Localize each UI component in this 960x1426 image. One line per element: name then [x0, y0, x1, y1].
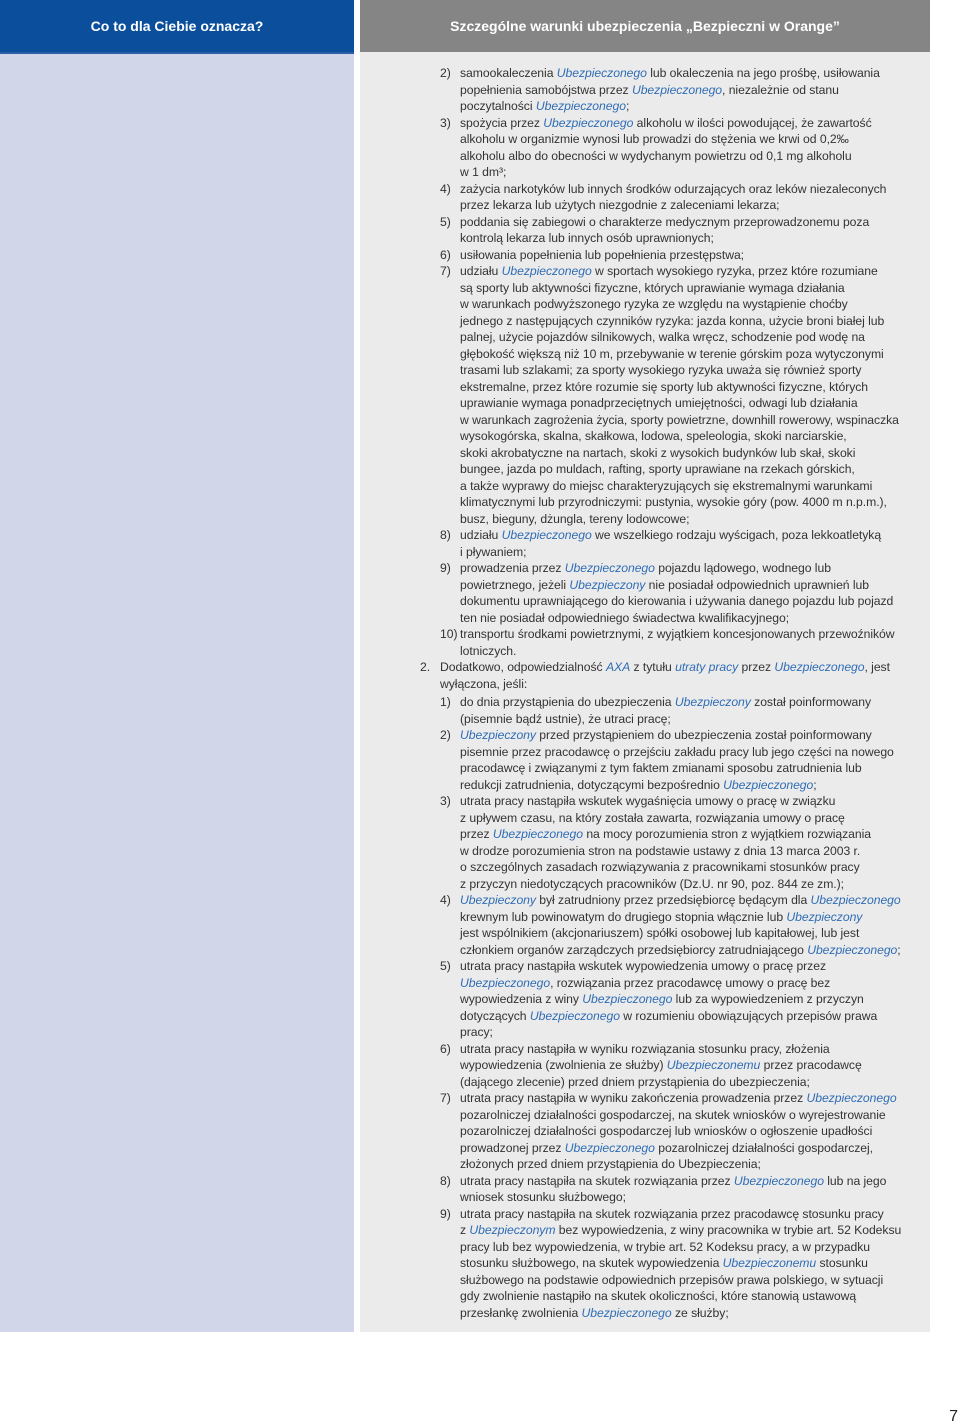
text-segment: został poinformowany [750, 695, 872, 709]
item-number: 7) [440, 264, 451, 278]
text-segment: transportu środkami powietrznymi, z wyjątkiem koncesjonowanych przewoźników [460, 627, 895, 641]
left-column-body [0, 54, 354, 1332]
text-segment: lub za wypowiedzeniem z przyczyn [672, 992, 864, 1006]
text-segment: redukcji zatrudnienia, dotyczącymi bezpośrednio [460, 777, 724, 792]
list-item [360, 560, 930, 626]
text-segment: busz, bieguny, dżungla, tereny lodowcowe; [460, 511, 690, 526]
text-line [460, 711, 930, 728]
text-segment: przed przystąpieniem do ubezpieczenia został poinformowany [535, 728, 872, 742]
defined-term: Ubezpieczonego [501, 528, 592, 542]
defined-term: Ubezpieczony [460, 893, 536, 907]
text-segment: na mocy porozumienia stron z wyjątkiem rozwiązania [582, 827, 872, 841]
text-segment: (dającego zlecenie) przed dniem przystąpienia do ubezpieczenia; [460, 1074, 810, 1089]
text-line [460, 643, 930, 660]
list-item [360, 65, 930, 115]
text-line [460, 379, 930, 396]
text-segment: stosunku [816, 1256, 868, 1270]
defined-term: Ubezpieczonego [581, 1305, 672, 1320]
text-line [460, 98, 930, 115]
text-line [460, 626, 930, 643]
list-item [360, 892, 930, 958]
text-line [460, 395, 930, 412]
text-line [460, 1057, 930, 1074]
text-segment: utrata pracy nastąpiła w wyniku zakończenia prowadzenia przez [460, 1091, 807, 1105]
text-line [460, 1123, 930, 1140]
defined-term: Ubezpieczonemu [722, 1256, 817, 1270]
defined-term: Ubezpieczonego [492, 827, 583, 841]
defined-term: Ubezpieczonym [469, 1223, 556, 1237]
text-segment: utrata pracy nastąpiła w wyniku rozwiązania stosunku pracy, złożenia [460, 1041, 830, 1056]
text-line [460, 1173, 930, 1190]
text-line [460, 131, 930, 148]
text-segment: bez wypowiedzenia, z winy pracownika w trybie art. 52 Kodeksu [555, 1223, 902, 1237]
text-segment: wniosek stosunku służbowego; [460, 1190, 626, 1204]
text-line [460, 1255, 930, 1272]
text-line [460, 1288, 930, 1305]
text-segment: do dnia przystąpienia do ubezpieczenia [460, 695, 675, 709]
text-segment: głębokość większą niż 10 m, przebywanie w terenie górskim poza wytyczonymi [460, 346, 884, 361]
text-segment: wypowiedzenia (zwolnienia ze służby) [460, 1058, 667, 1072]
text-segment: samookaleczenia [460, 66, 557, 80]
text-line [460, 214, 930, 231]
text-segment: utrata pracy nastąpiła wskutek wygaśnięcia umowy o pracę w związku [460, 794, 836, 808]
item-number: 3) [440, 115, 451, 130]
text-segment: z [460, 1223, 470, 1237]
exclusions-list [360, 65, 930, 659]
text-line [460, 164, 930, 181]
text-line [460, 280, 930, 297]
list-item [360, 626, 930, 659]
text-segment: nie posiadał odpowiednich uprawnień lub [645, 577, 869, 592]
list-item [360, 214, 930, 247]
text-segment: ; [625, 99, 630, 113]
text-line [460, 1008, 930, 1025]
text-segment: w sportach wysokiego ryzyka, przez które rozumiane [591, 264, 878, 278]
text-segment: dotyczących [460, 1008, 530, 1023]
text-line [460, 494, 930, 511]
item-number: 3) [440, 794, 451, 808]
defined-term: Ubezpieczonego [529, 1008, 620, 1023]
text-line [460, 577, 930, 594]
text-line [460, 1206, 930, 1223]
defined-term: Ubezpieczony [674, 695, 751, 709]
text-segment: , jest [864, 660, 890, 674]
text-segment: są sporty lub aktywności fizyczne, których uprawianie wymaga działania [460, 280, 845, 295]
text-line [460, 428, 930, 445]
text-segment: z tytułu [630, 660, 676, 674]
text-line [460, 65, 930, 82]
defined-term: Ubezpieczonego [810, 893, 901, 907]
text-segment: skoki akrobatyczne na nartach, skoki z wysokich budynków lub skał, skoki [460, 445, 856, 460]
defined-term: Ubezpieczonego [582, 992, 673, 1006]
text-segment: prowadzenia przez [460, 561, 565, 575]
text-segment: prowadzonej przez [460, 1140, 565, 1155]
list-item [360, 1206, 930, 1322]
text-line [460, 560, 930, 577]
text-segment: przesłankę zwolnienia [460, 1305, 582, 1320]
item-number: 6) [440, 1041, 451, 1056]
text-segment: alkoholu w ilości powodującej, że zawartość [633, 115, 872, 130]
text-segment: lub na jego [823, 1173, 887, 1188]
text-segment: gdy zwolnienie nastąpiło na skutek okoliczności, które stanowią ustawową [460, 1289, 857, 1303]
defined-term: Ubezpieczonego [564, 1140, 655, 1155]
list-item [360, 727, 930, 793]
text-line [460, 478, 930, 495]
text-line [460, 1107, 930, 1124]
text-segment: Dodatkowo, odpowiedzialność [440, 660, 606, 674]
defined-term: Ubezpieczony [460, 728, 536, 742]
text-line [460, 593, 930, 610]
text-segment: utrata pracy nastąpiła wskutek wypowiedzenia umowy o pracę przez [460, 959, 826, 973]
list-item [360, 694, 930, 727]
text-segment: alkoholu albo do obecności w wydychanym powietrzu od 0,1 mg alkoholu [460, 148, 852, 163]
text-segment: , rozwiązania przez pracodawcę umowy o pracę bez [550, 975, 831, 990]
text-line [460, 925, 930, 942]
item-number: 10) [440, 627, 458, 641]
text-line [460, 810, 930, 827]
text-line [460, 876, 930, 893]
text-segment: ten nie posiadał odpowiedniego świadectwa kwalifikacyjnego; [460, 610, 790, 625]
text-segment: przez [738, 660, 775, 674]
defined-term: Ubezpieczonego [535, 99, 626, 113]
text-line [460, 859, 930, 876]
defined-term: Ubezpieczonego [807, 942, 898, 957]
item-number: 2) [440, 66, 451, 80]
text-segment: stosunku służbowego, na skutek wypowiedzenia [460, 1256, 723, 1270]
defined-term: Ubezpieczonego [543, 115, 634, 130]
text-segment: wypowiedzenia z winy [460, 992, 583, 1006]
text-line [460, 313, 930, 330]
text-line [460, 445, 930, 462]
text-segment: uprawianie wymaga ponadprzeciętnych umiejętności, odwagi lub działania [460, 396, 858, 410]
defined-term: Ubezpieczonego [564, 561, 655, 575]
page-number: 7 [949, 1408, 958, 1425]
text-segment: pracy; [460, 1025, 493, 1039]
list-item [360, 247, 930, 264]
item-number: 4) [440, 181, 451, 196]
text-segment: poddania się zabiegowi o charakterze medycznym przeprowadzonemu poza [460, 214, 870, 229]
text-segment: popełnienia samobójstwa przez [460, 82, 632, 97]
text-segment: z upływem czasu, na który została zawarta, rozwiązania umowy o pracę [460, 810, 845, 825]
right-column-header [360, 0, 930, 52]
defined-term: Ubezpieczonego [774, 660, 865, 674]
text-line [460, 329, 930, 346]
text-segment: alkoholu w organizmie wynosi lub prowadzi do stężenia we krwi od 0,2‰ [460, 132, 849, 146]
item-number: 9) [440, 1206, 451, 1221]
defined-term: Ubezpieczonego [501, 264, 592, 278]
text-line [460, 610, 930, 627]
list-item [360, 958, 930, 1041]
list-item [360, 1041, 930, 1091]
item-number: 2. [420, 660, 431, 674]
item-number: 4) [440, 893, 451, 907]
text-segment: utrata pracy nastąpiła na skutek rozwiązania przez pracodawcę stosunku pracy [460, 1206, 884, 1221]
text-line [460, 1041, 930, 1058]
text-segment: i pływaniem; [460, 544, 527, 559]
text-segment: udziału [460, 528, 502, 542]
text-segment: o szczególnych zasadach rozwiązywania z pracownikami stosunków pracy [460, 860, 860, 874]
text-line [460, 181, 930, 198]
text-segment: był zatrudniony przez przedsiębiorcę będącym dla [535, 893, 811, 907]
item-number: 9) [440, 561, 451, 575]
text-line [460, 1222, 930, 1239]
list-item [360, 527, 930, 560]
conditions-text [360, 65, 930, 1321]
text-segment: ; [897, 942, 901, 957]
defined-term: Ubezpieczony [569, 577, 646, 592]
text-segment: ekstremalne, przez które rozumie się sporty lub aktywności fizyczne, których [460, 379, 869, 394]
right-header-title: Szczególne warunki ubezpieczenia „Bezpieczni w Orange” [450, 18, 840, 34]
text-segment: w drodze porozumienia stron na podstawie ustawy z dnia 13 marca 2003 r. [460, 843, 861, 858]
text-segment: usiłowania popełnienia lub popełnienia przestępstwa; [460, 247, 745, 262]
text-segment: utrata pracy nastąpiła na skutek rozwiązania przez [460, 1173, 734, 1188]
text-segment: pozarolniczej działalności gospodarczej, [654, 1140, 874, 1155]
text-line [460, 1024, 930, 1041]
text-line [460, 197, 930, 214]
text-line [460, 412, 930, 429]
text-segment: spożycia przez [460, 115, 544, 130]
text-segment: ; [813, 777, 817, 792]
defined-term: Ubezpieczonego [460, 975, 551, 990]
list-item [360, 1173, 930, 1206]
text-line [460, 826, 930, 843]
right-column-body [360, 52, 930, 1332]
list-item [360, 115, 930, 181]
text-segment: w 1 dm³; [460, 165, 507, 179]
defined-term: Ubezpieczonego [631, 82, 723, 97]
text-segment: pracodawcę i związanymi z tym faktem zmianami sposobu zatrudnienia lub [460, 761, 862, 775]
text-line [460, 461, 930, 478]
item-number: 8) [440, 528, 451, 542]
text-line [460, 511, 930, 528]
text-line [460, 527, 930, 544]
defined-term: Ubezpieczonego [806, 1091, 897, 1105]
text-segment: służbowego na podstawie odpowiednich przepisów prawa polskiego, w sytuacji [460, 1272, 884, 1287]
defined-term: Ubezpieczonego [556, 66, 647, 80]
text-segment: w warunkach zagrożenia życia, sporty powietrzne, downhill rowerowy, wspinaczka [460, 412, 899, 427]
text-line [460, 362, 930, 379]
job-loss-exclusions-list [360, 694, 930, 1321]
text-line [460, 793, 930, 810]
left-header-title: Co to dla Ciebie oznacza? [90, 18, 264, 34]
text-line [460, 843, 930, 860]
text-segment: udziału [460, 264, 502, 278]
text-line [460, 1239, 930, 1256]
text-segment: pozarolniczej działalności gospodarczej lub wniosków o ogłoszenie upadłości [460, 1124, 873, 1138]
list-item [360, 659, 930, 692]
defined-term: utraty pracy [675, 660, 739, 674]
text-segment: dokumentu uprawniającego do kierowania i używania danego pojazdu lub pojazd [460, 594, 894, 608]
defined-term: Ubezpieczonego [733, 1173, 824, 1188]
text-segment: trasami lub szlakami; za sporty wysokiego ryzyka uważa się również sporty [460, 363, 862, 377]
item-number: 5) [440, 214, 451, 229]
text-line [460, 148, 930, 165]
text-segment: kontrolą lekarza lub innych osób uprawnionych; [460, 231, 714, 245]
text-segment: lub okaleczenia na jego prośbę, usiłowania [646, 66, 880, 80]
text-line [460, 544, 930, 561]
text-line [460, 1090, 930, 1107]
text-line [460, 727, 930, 744]
text-segment: wyłączona, jeśli: [440, 676, 528, 691]
text-segment: , niezależnie od stanu [722, 82, 839, 97]
text-segment: palnej, użycie pojazdów silnikowych, walka wręcz, schodzenie pod wodę na [460, 330, 865, 344]
text-line [460, 82, 930, 99]
list-item [360, 263, 930, 527]
text-segment: pracy lub bez wypowiedzenia, w trybie art. 52 Kodeksu pracy, a w przypadku [460, 1239, 870, 1254]
text-line [460, 942, 930, 959]
list-item [360, 793, 930, 892]
item-number: 6) [440, 247, 451, 262]
text-segment: klimatycznymi lub przyrodniczymi: pustynia, wysokie góry (pow. 4000 m n.p.m.), [460, 495, 887, 509]
text-line [440, 659, 930, 676]
text-line [460, 777, 930, 794]
left-column-header [0, 0, 354, 54]
text-segment: z przyczyn niedotyczących pracowników (Dz.U. nr 90, poz. 844 ze zm.); [460, 876, 844, 891]
text-line [440, 676, 930, 693]
text-segment: pisemnie przez pracodawcę o przejściu zakładu pracy lub jego części na nowego [460, 744, 894, 759]
text-line [460, 1074, 930, 1091]
text-line [460, 1305, 930, 1322]
text-line [460, 1140, 930, 1157]
text-line [460, 744, 930, 761]
text-line [460, 975, 930, 992]
text-segment: poczytalności [460, 99, 536, 113]
text-segment: lotniczych. [460, 643, 517, 658]
text-line [460, 909, 930, 926]
text-segment: a także wyprawy do miejsc charakteryzujących się ekstremalnymi warunkami [460, 478, 873, 493]
item-number: 7) [440, 1091, 451, 1105]
text-line [460, 1189, 930, 1206]
text-segment: pojazdu lądowego, wodnego lub [654, 561, 831, 575]
text-segment: krewnym lub powinowatym do drugiego stopnia włącznie lub [460, 909, 787, 924]
text-line [460, 247, 930, 264]
text-segment: złożonych przed dniem przystąpienia do Ubezpieczenia; [460, 1157, 761, 1171]
text-line [460, 958, 930, 975]
item-number: 8) [440, 1173, 451, 1188]
point-2 [360, 659, 930, 692]
text-segment: bungee, jazda po muldach, rafting, sporty uprawiane na rzekach górskich, [460, 462, 855, 476]
text-segment: pozarolniczej działalności gospodarczej, na skutek wniosków o wyrejestrowanie [460, 1107, 886, 1122]
text-line [460, 1272, 930, 1289]
defined-term: Ubezpieczony [786, 909, 863, 924]
text-line [460, 991, 930, 1008]
text-segment: we wszelkiego rodzaju wyścigach, poza lekkoatletyką [591, 528, 882, 542]
text-segment: jest wspólnikiem (akcjonariuszem) spółki osobowej lub kapitałowej, lub jest [460, 926, 860, 940]
defined-term: Ubezpieczonemu [666, 1058, 761, 1072]
defined-term: Ubezpieczonego [723, 777, 814, 792]
text-line [460, 263, 930, 280]
text-segment: zażycia narkotyków lub innych środków odurzających oraz leków niezaleconych [460, 181, 887, 196]
text-segment: przez [460, 827, 493, 841]
item-number: 2) [440, 728, 451, 742]
text-line [460, 1156, 930, 1173]
text-segment: ze służby; [671, 1305, 729, 1320]
text-line [460, 346, 930, 363]
text-line [460, 892, 930, 909]
text-line [460, 760, 930, 777]
text-line [460, 694, 930, 711]
text-segment: (pisemnie bądź ustnie), że utraci pracę; [460, 711, 671, 726]
list-item [360, 181, 930, 214]
text-line [460, 296, 930, 313]
text-segment: wysokogórska, skalna, skałkowa, lodowa, speleologia, skoki narciarskie, [460, 429, 847, 443]
list-item [360, 1090, 930, 1173]
text-line [460, 115, 930, 132]
text-segment: w rozumieniu obowiązujących przepisów prawa [619, 1008, 878, 1023]
defined-term: AXA [605, 660, 631, 674]
item-number: 1) [440, 695, 451, 709]
text-segment: powietrznego, jeżeli [460, 577, 570, 592]
text-segment: przez lekarza lub użytych niezgodnie z zaleceniami lekarza; [460, 198, 780, 212]
text-segment: przez pracodawcę [760, 1058, 862, 1072]
text-segment: członkiem organów zarządczych przedsiębiorcy zatrudniającego [460, 942, 808, 957]
text-line [460, 230, 930, 247]
text-segment: w warunkach podwyższonego ryzyka ze względu na wystąpienie choćby [460, 297, 848, 311]
item-number: 5) [440, 959, 451, 973]
text-segment: jednego z następujących czynników ryzyka: jazda konna, użycie broni białej lub [460, 313, 885, 328]
